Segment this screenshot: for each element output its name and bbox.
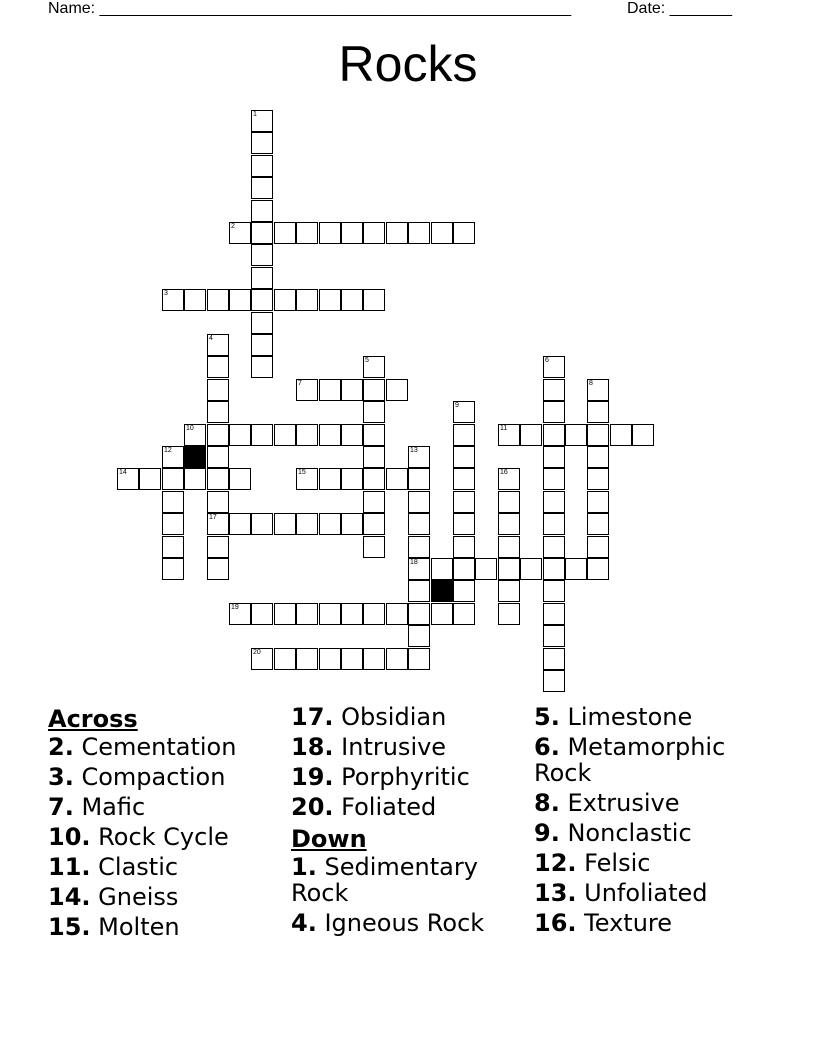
down-clue xyxy=(534,880,774,906)
grid-cell[interactable] xyxy=(386,222,408,244)
grid-cell[interactable] xyxy=(587,536,609,558)
grid-cell[interactable] xyxy=(229,289,251,311)
grid-cell[interactable] xyxy=(408,222,430,244)
clue-number: 4. xyxy=(291,909,317,937)
cell-number: 9 xyxy=(455,402,459,409)
clue-text: Intrusive xyxy=(341,733,447,761)
grid-cell[interactable] xyxy=(453,401,475,423)
grid-cell[interactable] xyxy=(543,625,565,647)
clue-text: Gneiss xyxy=(98,883,179,911)
name-field-label: Name: _____________________________________________________ xyxy=(48,0,572,17)
clue-text: Porphyritic xyxy=(341,763,470,791)
clue-column-1 xyxy=(48,704,288,944)
grid-cell[interactable] xyxy=(274,289,296,311)
grid-cell[interactable] xyxy=(543,356,565,378)
grid-cell[interactable] xyxy=(363,513,385,535)
clue-number: 1. xyxy=(291,853,317,881)
down-clue xyxy=(534,704,774,730)
grid-cell[interactable] xyxy=(341,648,363,670)
clue-text: Unfoliated xyxy=(584,879,708,907)
grid-cell[interactable] xyxy=(498,513,520,535)
grid-cell[interactable] xyxy=(587,424,609,446)
grid-cell[interactable] xyxy=(543,580,565,602)
grid-cell[interactable] xyxy=(229,424,251,446)
grid-cell[interactable] xyxy=(543,468,565,490)
down-clue xyxy=(534,734,774,786)
page-title: Rocks xyxy=(338,36,478,92)
clue-text: Cementation xyxy=(81,733,237,761)
grid-cell[interactable] xyxy=(296,603,318,625)
grid-cell[interactable] xyxy=(184,424,206,446)
clue-text: Texture xyxy=(584,909,673,937)
down-clue xyxy=(534,850,774,876)
grid-cell[interactable] xyxy=(162,536,184,558)
grid-cell[interactable] xyxy=(363,536,385,558)
grid-cell[interactable] xyxy=(296,468,318,490)
grid-cell[interactable] xyxy=(408,558,430,580)
grid-cell[interactable] xyxy=(229,222,251,244)
grid-cell[interactable] xyxy=(408,446,430,468)
down-clue xyxy=(291,910,531,936)
grid-cell[interactable] xyxy=(543,603,565,625)
grid-cell[interactable] xyxy=(453,468,475,490)
clue-text: Mafic xyxy=(81,793,146,821)
clue-text: Obsidian xyxy=(341,703,447,731)
grid-cell[interactable] xyxy=(543,379,565,401)
grid-cell[interactable] xyxy=(587,491,609,513)
grid-cell[interactable] xyxy=(229,513,251,535)
across-clue xyxy=(48,854,288,880)
clue-number: 11. xyxy=(48,853,91,881)
grid-cell[interactable] xyxy=(408,491,430,513)
across-clue xyxy=(48,764,288,790)
grid-cell[interactable] xyxy=(453,558,475,580)
grid-cell[interactable] xyxy=(251,177,273,199)
grid-cell[interactable] xyxy=(363,401,385,423)
cell-number: 16 xyxy=(500,469,508,476)
grid-cell[interactable] xyxy=(498,424,520,446)
clue-text: Nonclastic xyxy=(567,819,692,847)
clue-text: Extrusive xyxy=(567,789,680,817)
grid-cell[interactable] xyxy=(162,513,184,535)
grid-cell[interactable] xyxy=(251,244,273,266)
clue-text: Felsic xyxy=(584,849,651,877)
cell-number: 7 xyxy=(298,380,302,387)
grid-cell[interactable] xyxy=(207,334,229,356)
cell-number: 6 xyxy=(545,357,549,364)
grid-cell[interactable] xyxy=(251,424,273,446)
clue-number: 9. xyxy=(534,819,560,847)
black-square xyxy=(431,580,453,602)
grid-cell[interactable] xyxy=(498,491,520,513)
grid-cell[interactable] xyxy=(341,222,363,244)
grid-cell[interactable] xyxy=(543,446,565,468)
across-clue xyxy=(48,734,288,760)
grid-cell[interactable] xyxy=(587,401,609,423)
grid-cell[interactable] xyxy=(520,558,542,580)
grid-cell[interactable] xyxy=(408,648,430,670)
grid-cell[interactable] xyxy=(543,558,565,580)
grid-cell[interactable] xyxy=(520,424,542,446)
cell-number: 11 xyxy=(500,425,508,432)
grid-cell[interactable] xyxy=(207,401,229,423)
grid-cell[interactable] xyxy=(251,267,273,289)
grid-cell[interactable] xyxy=(251,334,273,356)
grid-cell[interactable] xyxy=(207,289,229,311)
cell-number: 19 xyxy=(231,604,239,611)
grid-cell[interactable] xyxy=(431,222,453,244)
grid-cell[interactable] xyxy=(207,513,229,535)
grid-cell[interactable] xyxy=(341,603,363,625)
across-clue xyxy=(48,914,288,940)
clue-text: Compaction xyxy=(81,763,226,791)
across-clue xyxy=(48,794,288,820)
grid-cell[interactable] xyxy=(363,424,385,446)
grid-cell[interactable] xyxy=(162,468,184,490)
grid-cell[interactable] xyxy=(319,468,341,490)
grid-cell[interactable] xyxy=(587,558,609,580)
grid-cell[interactable] xyxy=(229,603,251,625)
grid-cell[interactable] xyxy=(296,289,318,311)
grid-cell[interactable] xyxy=(587,468,609,490)
grid-cell[interactable] xyxy=(587,513,609,535)
down-clue xyxy=(534,910,774,936)
across-clue xyxy=(291,794,531,820)
grid-cell[interactable] xyxy=(274,603,296,625)
grid-cell[interactable] xyxy=(543,513,565,535)
grid-cell[interactable] xyxy=(251,513,273,535)
date-field-label: Date: _______ xyxy=(627,0,732,17)
grid-cell[interactable] xyxy=(543,536,565,558)
black-square xyxy=(184,446,206,468)
grid-cell[interactable] xyxy=(319,603,341,625)
grid-cell[interactable] xyxy=(229,468,251,490)
grid-cell[interactable] xyxy=(431,558,453,580)
cell-number: 14 xyxy=(119,469,127,476)
grid-cell[interactable] xyxy=(543,401,565,423)
grid-cell[interactable] xyxy=(565,424,587,446)
clue-number: 19. xyxy=(291,763,334,791)
grid-cell[interactable] xyxy=(274,222,296,244)
grid-cell[interactable] xyxy=(162,558,184,580)
grid-cell[interactable] xyxy=(341,424,363,446)
grid-cell[interactable] xyxy=(610,424,632,446)
grid-cell[interactable] xyxy=(543,491,565,513)
clue-column-3 xyxy=(534,704,774,940)
grid-cell[interactable] xyxy=(296,222,318,244)
grid-cell[interactable] xyxy=(475,558,497,580)
grid-cell[interactable] xyxy=(565,558,587,580)
grid-cell[interactable] xyxy=(453,446,475,468)
clue-number: 15. xyxy=(48,913,91,941)
grid-cell[interactable] xyxy=(408,603,430,625)
grid-cell[interactable] xyxy=(341,379,363,401)
grid-cell[interactable] xyxy=(498,536,520,558)
grid-cell[interactable] xyxy=(319,289,341,311)
grid-cell[interactable] xyxy=(498,558,520,580)
grid-cell[interactable] xyxy=(251,289,273,311)
clue-text: Limestone xyxy=(567,703,693,731)
clue-text: Molten xyxy=(98,913,180,941)
grid-cell[interactable] xyxy=(632,424,654,446)
grid-cell[interactable] xyxy=(363,222,385,244)
grid-cell[interactable] xyxy=(408,580,430,602)
grid-cell[interactable] xyxy=(207,468,229,490)
cell-number: 13 xyxy=(410,447,418,454)
grid-cell[interactable] xyxy=(587,379,609,401)
clue-number: 14. xyxy=(48,883,91,911)
grid-cell[interactable] xyxy=(543,424,565,446)
grid-cell[interactable] xyxy=(453,536,475,558)
grid-cell[interactable] xyxy=(319,424,341,446)
clue-text: Metamorphic Rock xyxy=(534,733,726,787)
clue-number: 3. xyxy=(48,763,74,791)
across-clue xyxy=(291,734,531,760)
cell-number: 5 xyxy=(365,357,369,364)
grid-cell[interactable] xyxy=(207,446,229,468)
grid-cell[interactable] xyxy=(341,289,363,311)
grid-cell[interactable] xyxy=(431,603,453,625)
grid-cell[interactable] xyxy=(296,513,318,535)
grid-cell[interactable] xyxy=(341,468,363,490)
grid-cell[interactable] xyxy=(386,468,408,490)
grid-cell[interactable] xyxy=(251,603,273,625)
grid-cell[interactable] xyxy=(184,289,206,311)
clue-text: Sedimentary Rock xyxy=(291,853,478,907)
grid-cell[interactable] xyxy=(251,132,273,154)
grid-cell[interactable] xyxy=(207,356,229,378)
cell-number: 1 xyxy=(253,111,257,118)
grid-cell[interactable] xyxy=(341,513,363,535)
clue-number: 12. xyxy=(534,849,577,877)
grid-cell[interactable] xyxy=(408,468,430,490)
grid-cell[interactable] xyxy=(296,648,318,670)
clue-number: 8. xyxy=(534,789,560,817)
grid-cell[interactable] xyxy=(207,536,229,558)
grid-cell[interactable] xyxy=(386,379,408,401)
clue-number: 10. xyxy=(48,823,91,851)
clue-number: 5. xyxy=(534,703,560,731)
grid-cell[interactable] xyxy=(543,670,565,692)
grid-cell[interactable] xyxy=(408,513,430,535)
down-heading: Down xyxy=(291,825,367,853)
across-clue xyxy=(291,704,531,730)
grid-cell[interactable] xyxy=(363,356,385,378)
grid-cell[interactable] xyxy=(251,200,273,222)
grid-cell[interactable] xyxy=(453,603,475,625)
cell-number: 18 xyxy=(410,559,418,566)
grid-cell[interactable] xyxy=(363,379,385,401)
grid-cell[interactable] xyxy=(274,648,296,670)
grid-cell[interactable] xyxy=(453,580,475,602)
grid-cell[interactable] xyxy=(453,513,475,535)
grid-cell[interactable] xyxy=(386,648,408,670)
clue-number: 20. xyxy=(291,793,334,821)
grid-cell[interactable] xyxy=(274,424,296,446)
clue-number: 6. xyxy=(534,733,560,761)
grid-cell[interactable] xyxy=(363,289,385,311)
cell-number: 17 xyxy=(209,514,217,521)
grid-cell[interactable] xyxy=(296,379,318,401)
clue-text: Clastic xyxy=(98,853,179,881)
grid-cell[interactable] xyxy=(319,379,341,401)
grid-cell[interactable] xyxy=(408,625,430,647)
grid-cell[interactable] xyxy=(117,468,139,490)
grid-cell[interactable] xyxy=(363,648,385,670)
across-clue xyxy=(291,764,531,790)
grid-cell[interactable] xyxy=(363,468,385,490)
cell-number: 15 xyxy=(298,469,306,476)
across-heading: Across xyxy=(48,705,138,733)
across-clue xyxy=(48,824,288,850)
cell-number: 12 xyxy=(164,447,172,454)
grid-cell[interactable] xyxy=(543,648,565,670)
clue-text: Igneous Rock xyxy=(324,909,485,937)
grid-cell[interactable] xyxy=(162,491,184,513)
grid-cell[interactable] xyxy=(363,491,385,513)
grid-cell[interactable] xyxy=(207,558,229,580)
across-clue xyxy=(48,884,288,910)
grid-cell[interactable] xyxy=(363,603,385,625)
grid-cell[interactable] xyxy=(184,468,206,490)
grid-cell[interactable] xyxy=(296,424,318,446)
grid-cell[interactable] xyxy=(453,222,475,244)
grid-cell[interactable] xyxy=(498,603,520,625)
clue-number: 13. xyxy=(534,879,577,907)
clue-number: 18. xyxy=(291,733,334,761)
grid-cell[interactable] xyxy=(162,289,184,311)
grid-cell[interactable] xyxy=(162,446,184,468)
grid-cell[interactable] xyxy=(408,536,430,558)
grid-cell[interactable] xyxy=(139,468,161,490)
cell-number: 3 xyxy=(164,290,168,297)
grid-cell[interactable] xyxy=(498,580,520,602)
grid-cell[interactable] xyxy=(319,648,341,670)
grid-cell[interactable] xyxy=(207,424,229,446)
grid-cell[interactable] xyxy=(207,491,229,513)
grid-cell[interactable] xyxy=(363,446,385,468)
clue-column-2 xyxy=(291,704,531,940)
grid-cell[interactable] xyxy=(251,648,273,670)
clue-number: 7. xyxy=(48,793,74,821)
grid-cell[interactable] xyxy=(251,222,273,244)
grid-cell[interactable] xyxy=(319,222,341,244)
grid-cell[interactable] xyxy=(251,155,273,177)
grid-cell[interactable] xyxy=(386,603,408,625)
grid-cell[interactable] xyxy=(498,468,520,490)
clue-number: 2. xyxy=(48,733,74,761)
clue-number: 17. xyxy=(291,703,334,731)
cell-number: 10 xyxy=(186,425,194,432)
clue-number: 16. xyxy=(534,909,577,937)
grid-cell[interactable] xyxy=(274,513,296,535)
grid-cell[interactable] xyxy=(453,424,475,446)
clue-text: Rock Cycle xyxy=(98,823,229,851)
down-clue xyxy=(534,820,774,846)
cell-number: 4 xyxy=(209,335,213,342)
cell-number: 8 xyxy=(589,380,593,387)
grid-cell[interactable] xyxy=(587,446,609,468)
grid-cell[interactable] xyxy=(319,513,341,535)
grid-cell[interactable] xyxy=(251,356,273,378)
grid-cell[interactable] xyxy=(251,312,273,334)
grid-cell[interactable] xyxy=(251,110,273,132)
grid-cell[interactable] xyxy=(453,491,475,513)
cell-number: 20 xyxy=(253,649,261,656)
down-clue xyxy=(291,854,531,906)
down-clue xyxy=(534,790,774,816)
grid-cell[interactable] xyxy=(207,379,229,401)
cell-number: 2 xyxy=(231,223,235,230)
clue-text: Foliated xyxy=(341,793,437,821)
